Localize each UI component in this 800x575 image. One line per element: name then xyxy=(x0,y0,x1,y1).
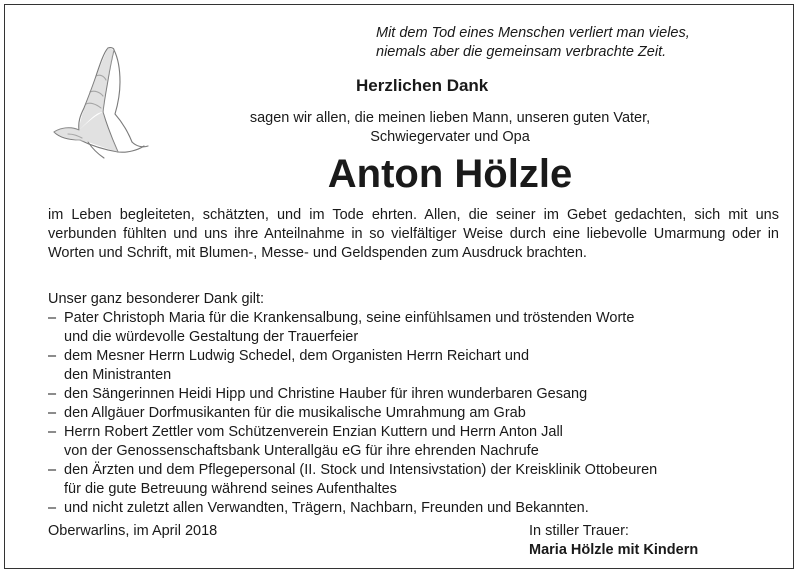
dash-bullet: – xyxy=(48,386,57,402)
intro-line-1: sagen wir allen, die meinen lieben Mann, unseren guten Vater, xyxy=(249,110,651,126)
intro-line-2: Schwiegervater und Opa xyxy=(370,129,530,145)
dash-bullet: – xyxy=(48,462,57,478)
list-item-line-2: den Ministranten xyxy=(64,367,172,383)
list-item-line-1: Herrn Robert Zettler vom Schützenverein Enzian Kuttern und Herrn Anton Jall xyxy=(64,424,563,440)
dash-bullet: – xyxy=(48,310,57,326)
dash-bullet: – xyxy=(48,500,57,516)
deceased-name: Anton Hölzle xyxy=(327,152,573,196)
list-item-line-2: und die würdevolle Gestaltung der Trauerfeier xyxy=(64,329,359,345)
special-thanks-heading: Unser ganz besonderer Dank gilt: xyxy=(48,291,265,307)
quote-line-2: niemals aber die gemeinsam verbrachte Zeit. xyxy=(376,44,667,60)
list-item xyxy=(48,309,778,347)
list-item-line-1: dem Mesner Herrn Ludwig Schedel, dem Organisten Herrn Reichart und xyxy=(64,348,530,364)
list-item-line-1: den Ärzten und dem Pflegepersonal (II. Stock und Intensivstation) der Kreisklinik Ottobeuren xyxy=(64,462,658,478)
list-item-line-2: von der Genossenschaftsbank Unterallgäu eG für ihre ehrenden Nachrufe xyxy=(64,443,539,459)
list-item-line-1: Pater Christoph Maria für die Krankensalbung, seine einfühlsamen und tröstenden Worte xyxy=(64,310,635,326)
thanks-heading: Herzlichen Dank xyxy=(356,76,489,95)
intro-text xyxy=(200,109,700,147)
list-item xyxy=(48,461,778,499)
list-item xyxy=(48,499,778,518)
signature: Maria Hölzle mit Kindern xyxy=(529,542,699,558)
list-item-line-2: für die gute Betreuung während seines Aufenthaltes xyxy=(64,481,397,497)
praying-hands-icon xyxy=(48,42,156,162)
body-paragraph: im Leben begleiteten, schätzten, und im Tode ehrten. Allen, die seiner im Gebet gedachten, sich mit uns verbunden fühlten und uns ihre Anteilnahme in so vielfältiger Weise durch eine liebevolle Umarmung oder in Worten und Schrift, mit Blumen-, Messe- und Geldspenden zum Ausdruck brachten. xyxy=(48,207,779,261)
list-item xyxy=(48,385,778,404)
list-item xyxy=(48,404,778,423)
list-item-line-1: und nicht zuletzt allen Verwandten, Trägern, Nachbarn, Freunden und Bekannten. xyxy=(64,500,589,516)
dash-bullet: – xyxy=(48,348,57,364)
mourning-label: In stiller Trauer: xyxy=(529,523,629,539)
memorial-quote xyxy=(376,24,776,62)
list-item-line-1: den Sängerinnen Heidi Hipp und Christine Hauber für ihren wunderbaren Gesang xyxy=(64,386,588,402)
dash-bullet: – xyxy=(48,424,57,440)
list-item xyxy=(48,347,778,385)
list-item xyxy=(48,423,778,461)
special-thanks-list xyxy=(48,309,778,518)
list-item-line-1: den Allgäuer Dorfmusikanten für die musikalische Umrahmung am Grab xyxy=(64,405,526,421)
quote-line-1: Mit dem Tod eines Menschen verliert man vieles, xyxy=(376,25,690,41)
place-date: Oberwarlins, im April 2018 xyxy=(48,523,218,539)
dash-bullet: – xyxy=(48,405,57,421)
